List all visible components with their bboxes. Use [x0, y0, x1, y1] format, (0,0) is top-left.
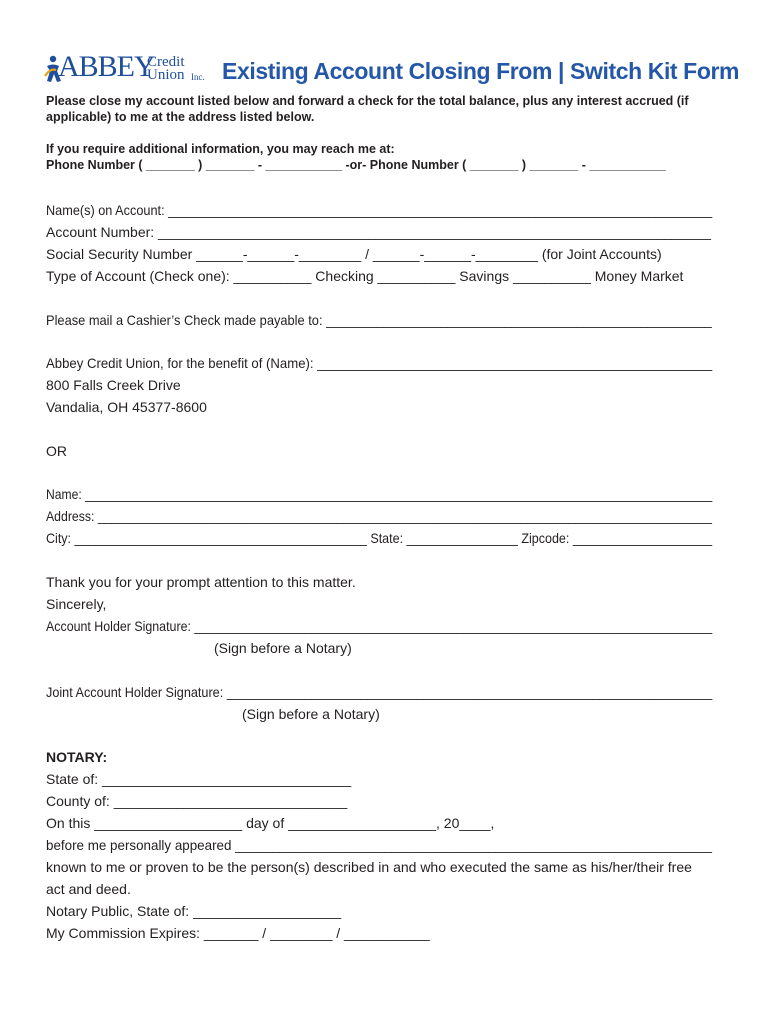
cashier-check-payee-field[interactable]: Please mail a Cashier’s Check made payable to: ______________________________________________________	[46, 312, 712, 328]
notary-heading: NOTARY:	[46, 749, 108, 765]
notary-state-field[interactable]: State of: ________________________________	[46, 771, 352, 787]
mailing-city-state-zip-field[interactable]: City: __________________________________________ State: ________________ Zipcode: ____________________	[46, 530, 713, 546]
form-title: Existing Account Closing From | Switch Kit Form	[222, 58, 740, 84]
joint-holder-signature-field[interactable]: Joint Account Holder Signature: _____________________________________________________________________	[46, 684, 713, 700]
or-label: OR	[46, 443, 67, 459]
joint-notary-note: (Sign before a Notary)	[242, 706, 380, 722]
thanks-line: Thank you for your prompt attention to this matter.	[46, 574, 356, 590]
notary-appeared-field[interactable]: before me personally appeared ________________________________________________________________	[46, 837, 713, 853]
notary-known-line-2: act and deed.	[46, 881, 131, 897]
logo-credit-text: Credit	[147, 54, 185, 70]
intro-line-2: applicable) to me at the address listed below.	[46, 110, 315, 124]
mailing-name-field[interactable]: Name: _____________________________________________________________________________________________	[46, 486, 713, 502]
names-on-account-field[interactable]: Name(s) on Account: _____________________________________________________________________________	[46, 202, 713, 218]
abbey-city: Vandalia, OH 45377-8600	[46, 399, 207, 415]
abbey-credit-union-logo	[44, 48, 216, 88]
logo-abbey-text: ABBEY	[58, 50, 155, 83]
intro-line-1: Please close my account listed below and forward a check for the total balance, plus any interest accrued (if	[46, 94, 689, 108]
logo-union-text: Union	[147, 67, 185, 83]
phone-numbers-field[interactable]: Phone Number ( _______ ) _______ - ___________ -or- Phone Number ( _______ ) _______ - ___________	[46, 158, 666, 172]
notary-known-line-1: known to me or proven to be the person(s) described in and who executed the same as his/her/their free	[46, 859, 692, 875]
commission-expires-field[interactable]: My Commission Expires: _______ / ________ / ___________	[46, 925, 430, 941]
notary-public-state-field[interactable]: Notary Public, State of: ___________________	[46, 903, 342, 919]
holder-notary-note: (Sign before a Notary)	[214, 640, 352, 656]
notary-county-field[interactable]: County of: ______________________________	[46, 793, 348, 809]
reach-line: If you require additional information, you may reach me at:	[46, 142, 395, 156]
logo-inc-text: Inc.	[191, 72, 205, 82]
account-type-field[interactable]: Type of Account (Check one): __________ Checking __________ Savings __________ Money Market	[46, 268, 684, 284]
notary-day-field[interactable]: On this ___________________ day of ___________________, 20____,	[46, 815, 495, 831]
benefit-name-field[interactable]: Abbey Credit Union, for the benefit of (Name): ______________________________________________________	[46, 355, 713, 371]
abbey-street: 800 Falls Creek Drive	[46, 377, 181, 393]
mailing-address-field[interactable]: Address: __________________________________________________________________________________________	[46, 508, 712, 524]
sincerely-line: Sincerely,	[46, 596, 107, 612]
account-holder-signature-field[interactable]: Account Holder Signature: ___________________________________________________________________________	[46, 618, 713, 634]
account-number-field[interactable]: Account Number: _______________________________________________________________________	[46, 224, 711, 240]
ssn-field[interactable]: Social Security Number ______-______-________ / ______-______-________ (for Joint Accounts)	[46, 246, 662, 262]
